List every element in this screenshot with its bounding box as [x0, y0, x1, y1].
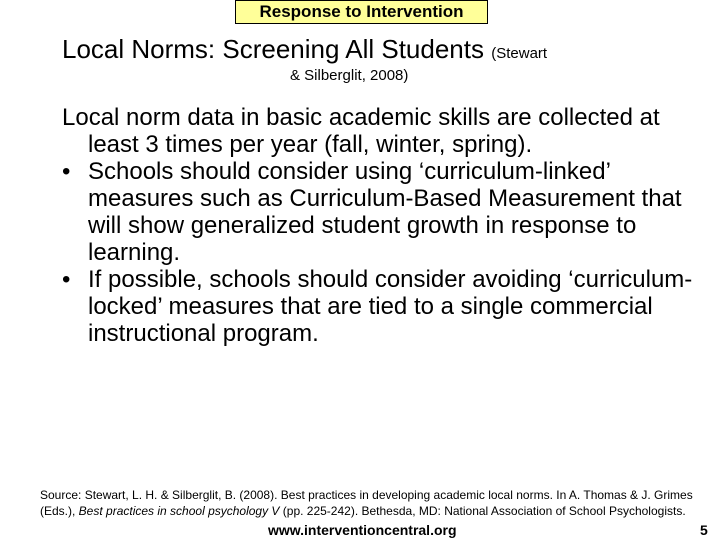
- source-book-title: Best practices in school psychology V: [78, 504, 280, 518]
- footer-website-link[interactable]: www.interventioncentral.org: [268, 522, 457, 538]
- bullet-text: If possible, schools should consider avoiding ‘curriculum-locked’ measures that are tied to a single commercial instructional program.: [88, 266, 693, 347]
- title-main: Local Norms: Screening All Students: [62, 34, 484, 64]
- page-number: 5: [700, 522, 708, 538]
- bullet-icon: •: [62, 158, 71, 185]
- bullet-item: [62, 158, 702, 266]
- banner-text: Response to Intervention: [259, 2, 464, 21]
- section-banner: [235, 0, 488, 24]
- bullet-item: [62, 266, 702, 347]
- intro-paragraph: Local norm data in basic academic skills are collected at least 3 times per year (fall, winter, spring).: [62, 104, 660, 158]
- slide-body: [62, 104, 702, 347]
- source-suffix: (pp. 225-242). Bethesda, MD: National Association of School Psychologists.: [279, 504, 686, 518]
- source-prefix: Source: Stewart, L. H. & Silberglit, B. (2008). Best practices in developing academic local norms. In A. Thomas & J. Grimes (Eds.),: [40, 488, 693, 518]
- bullet-text: Schools should consider using ‘curriculum-linked’ measures such as Curriculum-Based Measurement that will show generalized student growth in response to learning.: [88, 158, 682, 266]
- title-citation-part2: & Silberglit, 2008): [290, 67, 409, 84]
- source-citation: [40, 487, 700, 519]
- title-citation-part1: (Stewart: [491, 45, 548, 62]
- bullet-icon: •: [62, 266, 71, 293]
